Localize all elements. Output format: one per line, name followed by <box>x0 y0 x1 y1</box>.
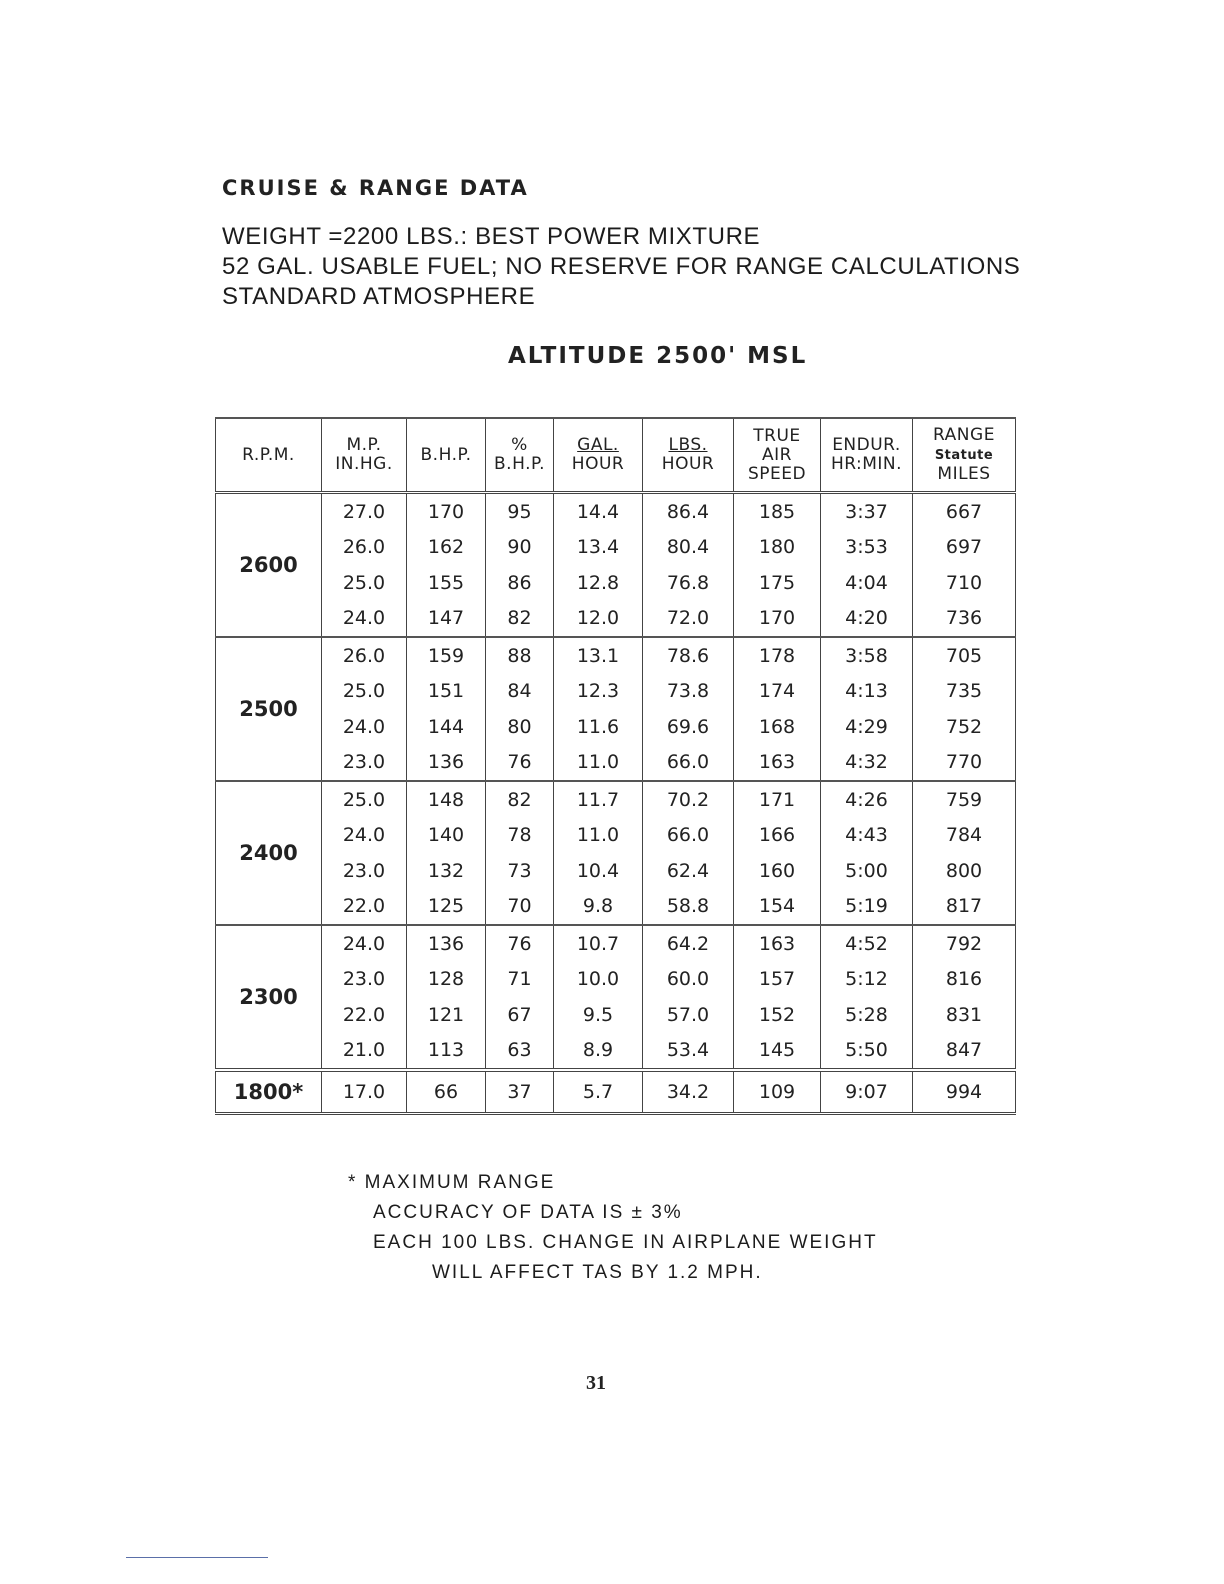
cell-mp: 25.0 <box>322 565 407 601</box>
condition-fuel: 52 GAL. USABLE FUEL; NO RESERVE FOR RANGE CALCULATIONS <box>222 253 1021 280</box>
cell-bhp: 132 <box>407 853 486 889</box>
cell-tas: 185 <box>734 493 821 530</box>
cell-pct: 95 <box>486 493 554 530</box>
cell-gal: 9.5 <box>554 997 643 1033</box>
cell-lbs: 72.0 <box>643 601 734 638</box>
cell-pct: 76 <box>486 925 554 962</box>
cell-tas: 180 <box>734 530 821 566</box>
header-range: RANGE Statute MILES <box>913 418 1016 493</box>
cell-range: 710 <box>913 565 1016 601</box>
altitude-heading: ALTITUDE 2500' MSL <box>508 343 808 369</box>
note-weight-change: EACH 100 LBS. CHANGE IN AIRPLANE WEIGHT <box>373 1232 878 1253</box>
cell-pct: 90 <box>486 530 554 566</box>
cell-bhp: 125 <box>407 889 486 926</box>
cell-mp: 26.0 <box>322 530 407 566</box>
cell-range: 831 <box>913 997 1016 1033</box>
table-header-row <box>216 418 1016 493</box>
cell-endur: 3:37 <box>821 493 913 530</box>
cell-bhp: 151 <box>407 674 486 710</box>
cell-range: 800 <box>913 853 1016 889</box>
cell-lbs: 58.8 <box>643 889 734 926</box>
cell-range: 847 <box>913 1033 1016 1071</box>
cell-endur: 4:52 <box>821 925 913 962</box>
cell-range: 705 <box>913 637 1016 674</box>
max-range-cell-gal: 5.7 <box>554 1070 643 1114</box>
cell-gal: 11.6 <box>554 709 643 745</box>
cell-tas: 163 <box>734 745 821 782</box>
cell-gal: 11.0 <box>554 818 643 854</box>
cell-bhp: 148 <box>407 781 486 818</box>
header-endurance: ENDUR. HR:MIN. <box>821 418 913 493</box>
cell-mp: 22.0 <box>322 889 407 926</box>
cell-mp: 26.0 <box>322 637 407 674</box>
cell-lbs: 70.2 <box>643 781 734 818</box>
max-range-cell-rpm: 1800* <box>216 1070 322 1114</box>
cell-lbs: 66.0 <box>643 818 734 854</box>
max-range-cell-mp: 17.0 <box>322 1070 407 1114</box>
cell-lbs: 69.6 <box>643 709 734 745</box>
cell-tas: 154 <box>734 889 821 926</box>
rpm-cell: 2600 <box>216 493 322 638</box>
cell-pct: 80 <box>486 709 554 745</box>
cell-tas: 166 <box>734 818 821 854</box>
header-rpm: R.P.M. <box>216 418 322 493</box>
cell-endur: 5:12 <box>821 962 913 998</box>
cell-lbs: 60.0 <box>643 962 734 998</box>
table-row <box>216 997 1016 1033</box>
table-row <box>216 925 1016 962</box>
cell-range: 792 <box>913 925 1016 962</box>
cell-endur: 4:04 <box>821 565 913 601</box>
table-row <box>216 745 1016 782</box>
cell-lbs: 66.0 <box>643 745 734 782</box>
cell-lbs: 80.4 <box>643 530 734 566</box>
cell-pct: 84 <box>486 674 554 710</box>
table-body <box>216 493 1016 1114</box>
cell-gal: 13.4 <box>554 530 643 566</box>
max-range-cell-bhp: 66 <box>407 1070 486 1114</box>
cell-pct: 73 <box>486 853 554 889</box>
max-range-cell-tas: 109 <box>734 1070 821 1114</box>
note-accuracy: ACCURACY OF DATA IS ± 3% <box>373 1202 683 1223</box>
cell-endur: 4:26 <box>821 781 913 818</box>
cell-endur: 3:53 <box>821 530 913 566</box>
max-range-cell-lbs: 34.2 <box>643 1070 734 1114</box>
cell-bhp: 159 <box>407 637 486 674</box>
cell-lbs: 64.2 <box>643 925 734 962</box>
cell-tas: 174 <box>734 674 821 710</box>
cell-endur: 4:32 <box>821 745 913 782</box>
cell-lbs: 76.8 <box>643 565 734 601</box>
table-row <box>216 637 1016 674</box>
cell-gal: 10.7 <box>554 925 643 962</box>
cell-bhp: 140 <box>407 818 486 854</box>
cell-bhp: 144 <box>407 709 486 745</box>
cell-mp: 24.0 <box>322 818 407 854</box>
table-row <box>216 530 1016 566</box>
cell-mp: 23.0 <box>322 962 407 998</box>
cell-gal: 12.8 <box>554 565 643 601</box>
cell-range: 759 <box>913 781 1016 818</box>
cell-tas: 157 <box>734 962 821 998</box>
cell-gal: 13.1 <box>554 637 643 674</box>
table-row <box>216 781 1016 818</box>
header-lbs-hour: LBS. HOUR <box>643 418 734 493</box>
footnotes <box>348 1168 878 1288</box>
cell-mp: 25.0 <box>322 781 407 818</box>
cell-range: 667 <box>913 493 1016 530</box>
max-range-row <box>216 1070 1016 1114</box>
cell-range: 817 <box>913 889 1016 926</box>
max-range-cell-endur: 9:07 <box>821 1070 913 1114</box>
cell-mp: 24.0 <box>322 601 407 638</box>
cell-lbs: 86.4 <box>643 493 734 530</box>
cell-pct: 82 <box>486 601 554 638</box>
header-gal-hour: GAL. HOUR <box>554 418 643 493</box>
cell-lbs: 78.6 <box>643 637 734 674</box>
header-bhp: B.H.P. <box>407 418 486 493</box>
cell-bhp: 155 <box>407 565 486 601</box>
cell-mp: 23.0 <box>322 853 407 889</box>
cell-endur: 5:19 <box>821 889 913 926</box>
cell-gal: 10.4 <box>554 853 643 889</box>
cell-tas: 175 <box>734 565 821 601</box>
cell-mp: 25.0 <box>322 674 407 710</box>
cell-tas: 163 <box>734 925 821 962</box>
cell-pct: 78 <box>486 818 554 854</box>
cell-bhp: 128 <box>407 962 486 998</box>
note-max-range: * MAXIMUM RANGE <box>348 1172 556 1193</box>
cell-bhp: 136 <box>407 745 486 782</box>
cell-gal: 10.0 <box>554 962 643 998</box>
max-range-cell-range: 994 <box>913 1070 1016 1114</box>
cell-bhp: 113 <box>407 1033 486 1071</box>
cell-range: 752 <box>913 709 1016 745</box>
cell-tas: 152 <box>734 997 821 1033</box>
cell-gal: 11.0 <box>554 745 643 782</box>
cell-range: 736 <box>913 601 1016 638</box>
table-row <box>216 493 1016 530</box>
header-mp: M.P. IN.HG. <box>322 418 407 493</box>
condition-weight: WEIGHT =2200 LBS.: BEST POWER MIXTURE <box>222 223 761 250</box>
cell-mp: 27.0 <box>322 493 407 530</box>
cell-endur: 4:13 <box>821 674 913 710</box>
cell-endur: 4:29 <box>821 709 913 745</box>
cell-lbs: 62.4 <box>643 853 734 889</box>
table-row <box>216 889 1016 926</box>
cell-pct: 76 <box>486 745 554 782</box>
cell-pct: 82 <box>486 781 554 818</box>
table-row <box>216 674 1016 710</box>
cell-pct: 67 <box>486 997 554 1033</box>
cell-mp: 24.0 <box>322 709 407 745</box>
cell-bhp: 162 <box>407 530 486 566</box>
cell-range: 735 <box>913 674 1016 710</box>
cell-mp: 23.0 <box>322 745 407 782</box>
cell-endur: 3:58 <box>821 637 913 674</box>
cell-mp: 21.0 <box>322 1033 407 1071</box>
cell-endur: 5:28 <box>821 997 913 1033</box>
cell-range: 816 <box>913 962 1016 998</box>
cell-tas: 178 <box>734 637 821 674</box>
conditions-block <box>222 222 1020 312</box>
cell-gal: 14.4 <box>554 493 643 530</box>
cell-pct: 71 <box>486 962 554 998</box>
cell-tas: 145 <box>734 1033 821 1071</box>
cell-tas: 160 <box>734 853 821 889</box>
cell-lbs: 57.0 <box>643 997 734 1033</box>
cell-mp: 22.0 <box>322 997 407 1033</box>
cell-pct: 88 <box>486 637 554 674</box>
rpm-cell: 2300 <box>216 925 322 1070</box>
cell-endur: 5:50 <box>821 1033 913 1071</box>
table-row <box>216 1033 1016 1071</box>
rpm-cell: 2500 <box>216 637 322 781</box>
cell-gal: 12.3 <box>554 674 643 710</box>
cell-endur: 5:00 <box>821 853 913 889</box>
section-title: CRUISE & RANGE DATA <box>222 176 529 200</box>
cell-lbs: 73.8 <box>643 674 734 710</box>
page-number: 31 <box>586 1372 606 1394</box>
cell-mp: 24.0 <box>322 925 407 962</box>
max-range-cell-pct: 37 <box>486 1070 554 1114</box>
cell-range: 697 <box>913 530 1016 566</box>
cell-endur: 4:43 <box>821 818 913 854</box>
cell-lbs: 53.4 <box>643 1033 734 1071</box>
header-pct-bhp: % B.H.P. <box>486 418 554 493</box>
table-row <box>216 818 1016 854</box>
footer-rule <box>126 1557 268 1558</box>
condition-atmosphere: STANDARD ATMOSPHERE <box>222 283 536 310</box>
cell-gal: 12.0 <box>554 601 643 638</box>
table-row <box>216 962 1016 998</box>
cell-range: 784 <box>913 818 1016 854</box>
cell-endur: 4:20 <box>821 601 913 638</box>
cruise-range-table <box>215 417 1016 1115</box>
cell-bhp: 170 <box>407 493 486 530</box>
table-row <box>216 601 1016 638</box>
cell-bhp: 147 <box>407 601 486 638</box>
table-row <box>216 565 1016 601</box>
cell-gal: 8.9 <box>554 1033 643 1071</box>
cell-tas: 168 <box>734 709 821 745</box>
table-row <box>216 709 1016 745</box>
header-true-air-speed: TRUE AIR SPEED <box>734 418 821 493</box>
note-weight-change-cont: WILL AFFECT TAS BY 1.2 MPH. <box>432 1262 763 1283</box>
cell-pct: 86 <box>486 565 554 601</box>
cell-tas: 170 <box>734 601 821 638</box>
cell-gal: 9.8 <box>554 889 643 926</box>
cell-range: 770 <box>913 745 1016 782</box>
cell-pct: 70 <box>486 889 554 926</box>
cell-bhp: 136 <box>407 925 486 962</box>
cell-gal: 11.7 <box>554 781 643 818</box>
cell-bhp: 121 <box>407 997 486 1033</box>
cell-pct: 63 <box>486 1033 554 1071</box>
table-row <box>216 853 1016 889</box>
rpm-cell: 2400 <box>216 781 322 925</box>
cell-tas: 171 <box>734 781 821 818</box>
